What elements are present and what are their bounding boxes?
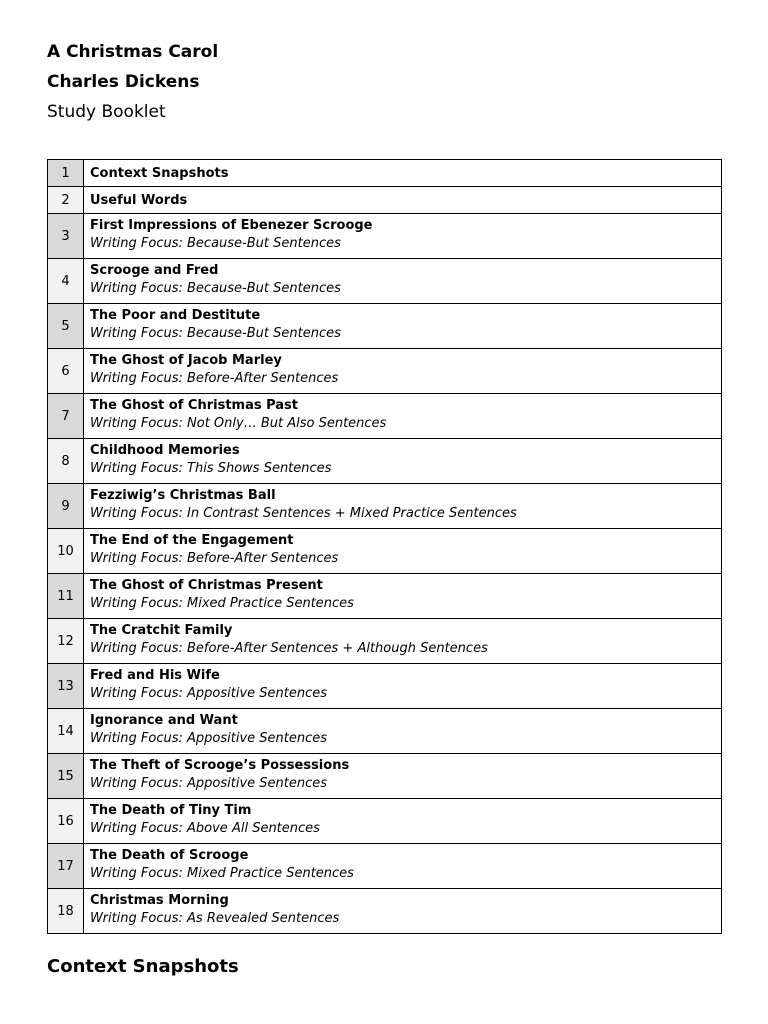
contents-row [48, 214, 722, 259]
section-entry [84, 709, 722, 754]
section-entry [84, 259, 722, 304]
contents-row [48, 619, 722, 664]
document-title: A Christmas Carol [47, 42, 219, 62]
section-number: 5 [48, 304, 84, 349]
writing-focus: Writing Focus: Appositive Sentences [90, 731, 328, 746]
contents-row [48, 259, 722, 304]
section-title: The Ghost of Jacob Marley [90, 353, 282, 368]
section-number: 9 [48, 484, 84, 529]
writing-focus: Writing Focus: Before-After Sentences [90, 371, 339, 386]
section-title: Fred and His Wife [90, 668, 220, 683]
section-entry [84, 619, 722, 664]
section-entry [84, 529, 722, 574]
section-title: The Cratchit Family [90, 623, 233, 638]
section-number: 1 [48, 160, 84, 187]
contents-row [48, 439, 722, 484]
section-number: 12 [48, 619, 84, 664]
section-title: The Ghost of Christmas Past [90, 398, 299, 413]
contents-table-body [48, 160, 722, 934]
writing-focus: Writing Focus: In Contrast Sentences + Mixed Practice Sentences [90, 506, 517, 521]
document-author: Charles Dickens [47, 72, 200, 92]
writing-focus: Writing Focus: This Shows Sentences [90, 461, 332, 476]
section-number: 16 [48, 799, 84, 844]
section-number: 3 [48, 214, 84, 259]
section-title: Childhood Memories [90, 443, 240, 458]
section-entry [84, 349, 722, 394]
section-title: Useful Words [90, 192, 188, 208]
section-number: 4 [48, 259, 84, 304]
section-entry [84, 187, 722, 214]
section-entry [84, 889, 722, 934]
section-title: Fezziwig’s Christmas Ball [90, 488, 276, 503]
section-entry [84, 214, 722, 259]
section-title: The Death of Scrooge [90, 848, 249, 863]
section-entry [84, 664, 722, 709]
section-title: First Impressions of Ebenezer Scrooge [90, 218, 373, 233]
section-title: The Theft of Scrooge’s Possessions [90, 758, 350, 773]
section-number: 15 [48, 754, 84, 799]
document-subtitle: Study Booklet [47, 102, 166, 122]
contents-row [48, 799, 722, 844]
contents-row [48, 484, 722, 529]
section-number: 14 [48, 709, 84, 754]
section-title: The Ghost of Christmas Present [90, 578, 323, 593]
section-entry [84, 304, 722, 349]
contents-row [48, 844, 722, 889]
writing-focus: Writing Focus: Because-But Sentences [90, 326, 341, 341]
contents-table [47, 159, 722, 934]
section-title: The Poor and Destitute [90, 308, 261, 323]
section-entry [84, 160, 722, 187]
writing-focus: Writing Focus: Appositive Sentences [90, 776, 328, 791]
contents-row [48, 709, 722, 754]
contents-row [48, 394, 722, 439]
contents-row [48, 349, 722, 394]
writing-focus: Writing Focus: Before-After Sentences [90, 551, 339, 566]
contents-row [48, 754, 722, 799]
contents-row [48, 889, 722, 934]
section-entry [84, 799, 722, 844]
section-entry [84, 484, 722, 529]
writing-focus: Writing Focus: Mixed Practice Sentences [90, 866, 354, 881]
section-entry [84, 754, 722, 799]
section-number: 8 [48, 439, 84, 484]
contents-row [48, 529, 722, 574]
contents-row [48, 664, 722, 709]
section-number: 13 [48, 664, 84, 709]
section-title: The Death of Tiny Tim [90, 803, 252, 818]
section-entry [84, 439, 722, 484]
section-heading: Context Snapshots [47, 956, 239, 977]
section-entry [84, 844, 722, 889]
section-title: Scrooge and Fred [90, 263, 219, 278]
writing-focus: Writing Focus: Not Only… But Also Sentences [90, 416, 387, 431]
contents-row [48, 187, 722, 214]
section-number: 2 [48, 187, 84, 214]
contents-row [48, 574, 722, 619]
writing-focus: Writing Focus: As Revealed Sentences [90, 911, 340, 926]
section-number: 7 [48, 394, 84, 439]
section-title: Context Snapshots [90, 165, 229, 181]
writing-focus: Writing Focus: Appositive Sentences [90, 686, 328, 701]
section-number: 6 [48, 349, 84, 394]
writing-focus: Writing Focus: Mixed Practice Sentences [90, 596, 354, 611]
writing-focus: Writing Focus: Because-But Sentences [90, 281, 341, 296]
writing-focus: Writing Focus: Above All Sentences [90, 821, 320, 836]
section-number: 11 [48, 574, 84, 619]
section-number: 18 [48, 889, 84, 934]
contents-row [48, 160, 722, 187]
writing-focus: Writing Focus: Before-After Sentences + Although Sentences [90, 641, 488, 656]
contents-row [48, 304, 722, 349]
section-number: 10 [48, 529, 84, 574]
section-title: Ignorance and Want [90, 713, 238, 728]
section-entry [84, 394, 722, 439]
section-title: Christmas Morning [90, 893, 229, 908]
section-number: 17 [48, 844, 84, 889]
section-title: The End of the Engagement [90, 533, 294, 548]
writing-focus: Writing Focus: Because-But Sentences [90, 236, 341, 251]
section-entry [84, 574, 722, 619]
